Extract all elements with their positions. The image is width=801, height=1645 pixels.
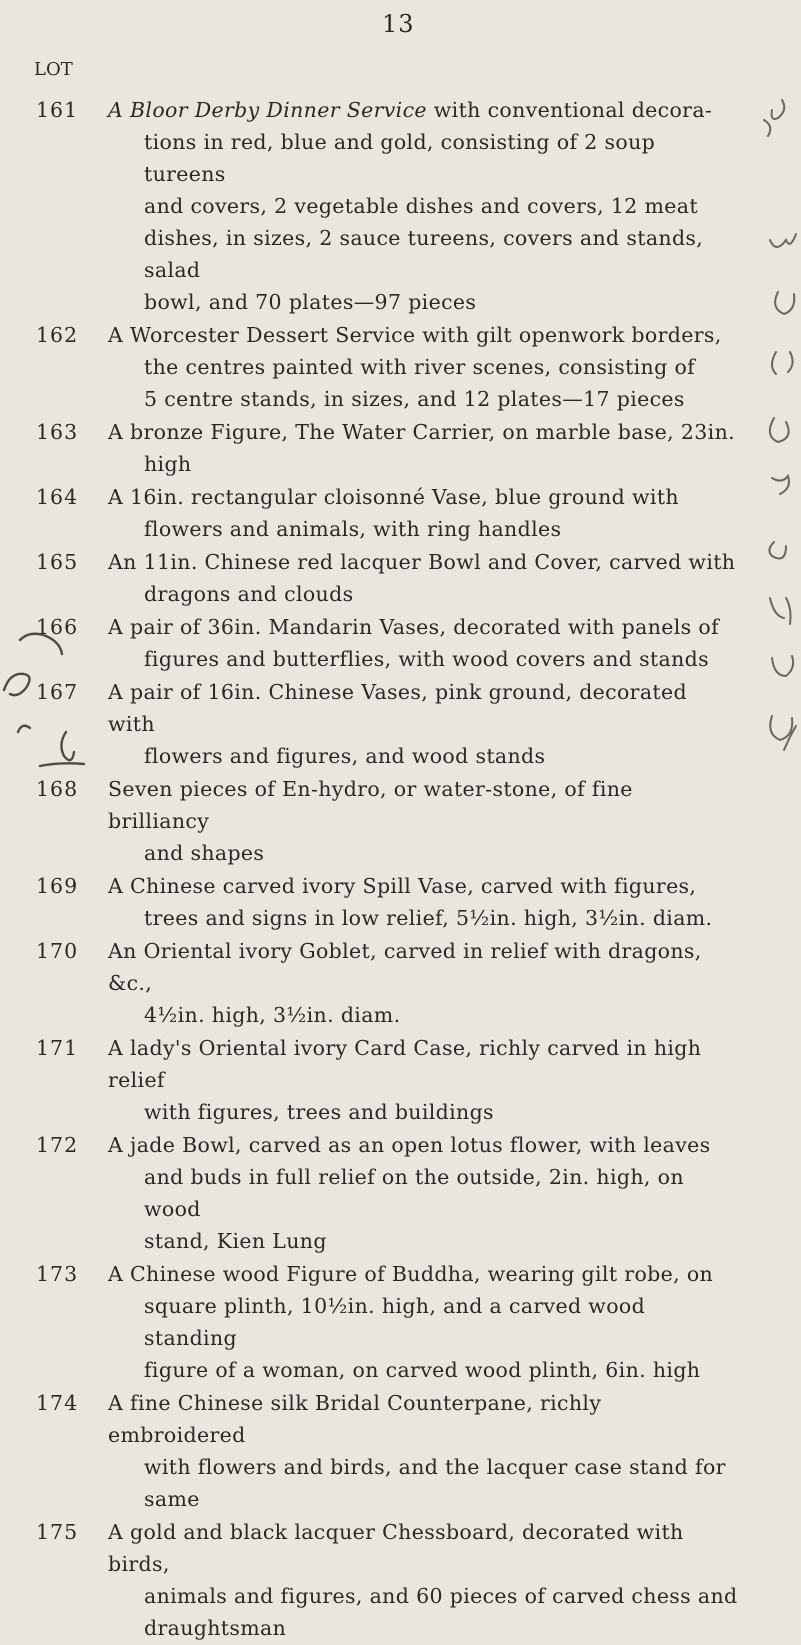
lot-description <box>108 611 738 675</box>
lot-description-line: figure of a woman, on carved wood plinth, 6in. high <box>144 1358 701 1382</box>
lot-description-line: and covers, 2 vegetable dishes and covers, 12 meat <box>144 194 698 218</box>
lot-description-line: A 16in. rectangular cloisonné Vase, blue ground with <box>108 485 679 509</box>
lot-entry <box>0 611 801 675</box>
lot-description <box>108 546 738 610</box>
lot-list <box>0 94 801 1645</box>
lot-number: 164 <box>36 485 79 509</box>
lot-description-line: high <box>144 452 192 476</box>
lot-number: 174 <box>36 1391 79 1415</box>
lot-entry <box>0 546 801 610</box>
lot-description <box>108 1516 738 1644</box>
lot-description-line: dishes, in sizes, 2 sauce tureens, covers and stands, salad <box>144 226 704 282</box>
lot-description-line: flowers and animals, with ring handles <box>144 517 562 541</box>
lot-number: 165 <box>36 550 79 574</box>
lot-entry <box>0 481 801 545</box>
lot-description-line: An 11in. Chinese red lacquer Bowl and Cover, carved with <box>108 550 736 574</box>
lot-description-line <box>108 94 738 126</box>
lot-description-line: and shapes <box>144 841 265 865</box>
lot-description-line: A pair of 36in. Mandarin Vases, decorated with panels of <box>108 615 720 639</box>
lot-number: 173 <box>36 1262 79 1286</box>
lot-description-line: with figures, trees and buildings <box>144 1100 494 1124</box>
lot-number: 166 <box>36 615 79 639</box>
lot-description-line: bowl, and 70 plates—97 pieces <box>144 290 477 314</box>
lot-description-line: 4½in. high, 3½in. diam. <box>144 1003 401 1027</box>
lot-title-italic: A Bloor Derby Dinner Service <box>108 98 427 122</box>
lot-description-line: same <box>144 1487 200 1511</box>
lot-description-line: draughtsman <box>144 1616 287 1640</box>
lot-description-line: A Chinese carved ivory Spill Vase, carved with figures, <box>108 874 697 898</box>
lot-entry <box>0 319 801 415</box>
lot-description-line: A jade Bowl, carved as an open lotus flower, with leaves <box>108 1133 711 1157</box>
lot-description <box>108 416 738 480</box>
lot-description-line: and buds in full relief on the outside, 2in. high, on wood <box>144 1165 684 1221</box>
lot-description-line: 5 centre stands, in sizes, and 12 plates—17 pieces <box>144 387 685 411</box>
lot-number: 175 <box>36 1520 79 1544</box>
lot-number: 163 <box>36 420 79 444</box>
lot-number: 168 <box>36 777 79 801</box>
lot-description-line: Seven pieces of En-hydro, or water-stone, of fine brilliancy <box>108 777 633 833</box>
lot-entry <box>0 773 801 869</box>
lot-entry <box>0 94 801 318</box>
lot-description <box>108 935 738 1031</box>
lot-description <box>108 870 738 934</box>
lot-description-line: trees and signs in low relief, 5½in. high, 3½in. diam. <box>144 906 713 930</box>
lot-entry <box>0 1258 801 1386</box>
lot-description-text: with conventional decora- <box>426 98 713 122</box>
lot-description <box>108 1258 738 1386</box>
lot-description-line: figures and butterflies, with wood covers and stands <box>144 647 710 671</box>
lot-description-line: A gold and black lacquer Chessboard, decorated with birds, <box>108 1520 684 1576</box>
lot-number: 172 <box>36 1133 79 1157</box>
lot-entry <box>0 1032 801 1128</box>
lot-description-line: dragons and clouds <box>144 582 354 606</box>
lot-description-line: A bronze Figure, The Water Carrier, on marble base, 23in. <box>108 420 735 444</box>
lot-description-line: A Chinese wood Figure of Buddha, wearing gilt robe, on <box>108 1262 714 1286</box>
lot-number: 167 <box>36 680 79 704</box>
lot-number: 169 <box>36 874 79 898</box>
lot-description-line: tions in red, blue and gold, consisting of 2 soup tureens <box>144 130 656 186</box>
lot-entry <box>0 676 801 772</box>
lot-entry <box>0 870 801 934</box>
lot-column-header: LOT <box>34 59 73 80</box>
lot-entry <box>0 1516 801 1644</box>
lot-entry <box>0 935 801 1031</box>
lot-number: 161 <box>36 98 79 122</box>
lot-description-line: flowers and figures, and wood stands <box>144 744 546 768</box>
lot-number: 170 <box>36 939 79 963</box>
lot-entry <box>0 1387 801 1515</box>
page-number: 13 <box>382 10 415 38</box>
lot-description-line: A Worcester Dessert Service with gilt openwork borders, <box>108 323 722 347</box>
lot-description-line: An Oriental ivory Goblet, carved in relief with dragons, &c., <box>108 939 702 995</box>
lot-description-line: stand, Kien Lung <box>144 1229 327 1253</box>
lot-description-line: with flowers and birds, and the lacquer case stand for <box>144 1455 726 1479</box>
lot-description <box>108 773 738 869</box>
lot-description-line: the centres painted with river scenes, consisting of <box>144 355 696 379</box>
lot-description-line: square plinth, 10½in. high, and a carved wood standing <box>144 1294 646 1350</box>
lot-description <box>108 94 738 318</box>
lot-description <box>108 481 738 545</box>
lot-description <box>108 1032 738 1128</box>
lot-description <box>108 1387 738 1515</box>
lot-number: 162 <box>36 323 79 347</box>
lot-description <box>108 319 738 415</box>
lot-description-line: A pair of 16in. Chinese Vases, pink ground, decorated with <box>108 680 687 736</box>
lot-description-line: animals and figures, and 60 pieces of carved chess and <box>144 1584 738 1608</box>
lot-number: 171 <box>36 1036 79 1060</box>
lot-description <box>108 676 738 772</box>
lot-description <box>108 1129 738 1257</box>
lot-entry <box>0 416 801 480</box>
lot-entry <box>0 1129 801 1257</box>
lot-description-line: A fine Chinese silk Bridal Counterpane, richly embroidered <box>108 1391 602 1447</box>
lot-description-line: A lady's Oriental ivory Card Case, richly carved in high relief <box>108 1036 702 1092</box>
